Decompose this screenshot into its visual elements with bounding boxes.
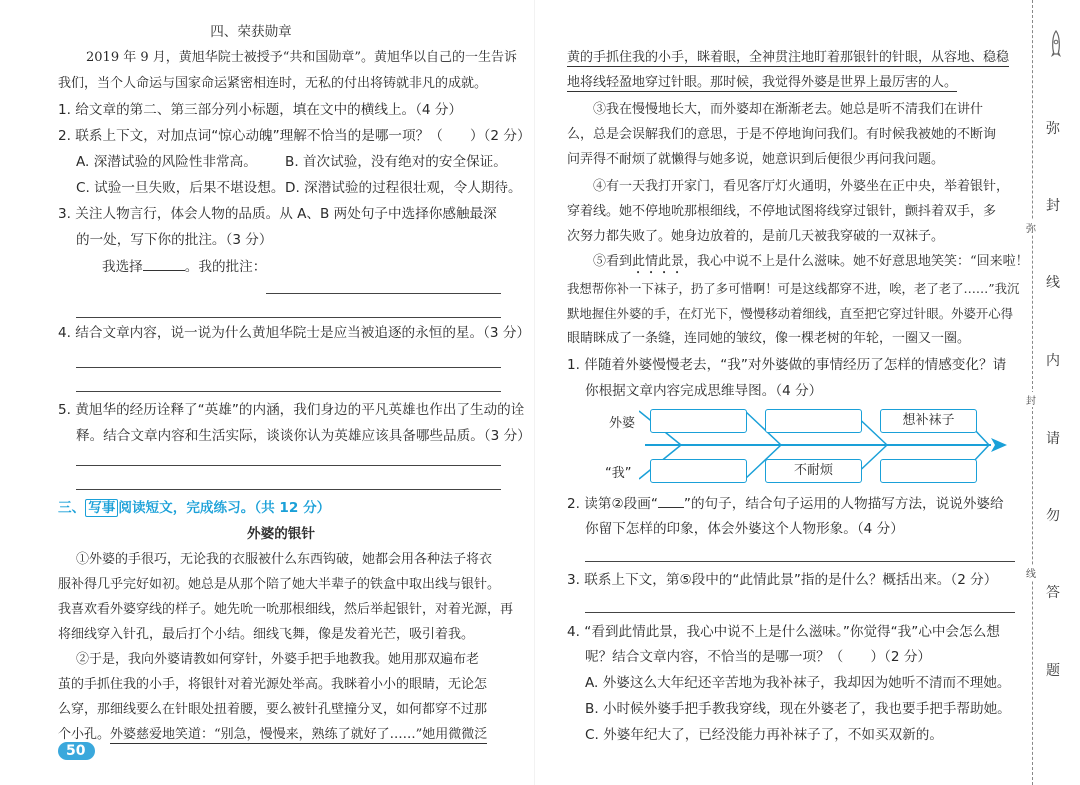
question-1: 1. 给文章的第二、第三部分列小标题，填在文中的横线上。（4 分） — [58, 102, 463, 118]
para-3-line-3: 问弄得不耐烦了就懒得与她多说，她意识到后便很少再问我问题。 — [567, 152, 945, 167]
fishbone-bottom-box-3[interactable] — [880, 459, 977, 483]
r-q2-underline-sample — [658, 507, 684, 508]
question-4: 4. 结合文章内容，说一说为什么黄旭华院士是应当被追逐的永恒的星。（3 分） — [58, 325, 531, 341]
q3-choice-blank[interactable] — [143, 270, 185, 271]
binding-char-6: 勿 — [1046, 508, 1060, 524]
right-line-1 — [567, 48, 1009, 68]
q5-answer-line-1[interactable] — [76, 465, 501, 466]
r-q3-answer-line[interactable] — [585, 612, 1015, 613]
part-3-tag: 写事 — [85, 499, 118, 517]
binding-small-3: 线 — [1026, 565, 1036, 580]
binding-char-2: 封 — [1046, 198, 1060, 214]
underlined-sentence-cont-2: 地将线轻盈地穿过针眼。那时候，我觉得外婆是世界上最厉害的人。 — [567, 75, 958, 90]
story-title: 外婆的银针 — [247, 526, 315, 542]
q3-comment-line-1[interactable] — [266, 293, 501, 294]
q3-comment-label: 。我的批注： — [184, 259, 267, 275]
para-2-line-4 — [58, 725, 487, 745]
binding-char-8: 题 — [1046, 663, 1060, 679]
para-4-line-1: ④有一天我打开家门，看见客厅灯火通明，外婆坐在正中央，举着银针， — [593, 179, 1010, 194]
r-question-1-line-2: 你根据文章内容完成思维导图。（4 分） — [585, 383, 823, 399]
r-question-3: 3. 联系上下文，第⑤段中的“此情此景”指的是什么？概括出来。（2 分） — [567, 572, 998, 588]
binding-char-7: 答 — [1046, 585, 1060, 601]
page-number: 50 — [58, 742, 95, 760]
r-q4-option-b: B. 小时候外婆手把手教我穿线，现在外婆老了，我也要手把手帮助她。 — [585, 701, 1011, 717]
r-question-1-line-1: 1. 伴随着外婆慢慢老去，“我”对外婆做的事情经历了怎样的情感变化？请 — [567, 357, 1007, 373]
section-title: 四、荣获勋章 — [210, 24, 292, 40]
r-q2-answer-line[interactable] — [585, 561, 1015, 562]
fishbone-top-box-1[interactable] — [650, 409, 747, 433]
fishbone-bottom-box-1[interactable] — [650, 459, 747, 483]
fishbone-label-grandma: 外婆 — [609, 416, 636, 431]
para-2-line-4-start: 个小孔。 — [58, 727, 111, 742]
question-3-line-2: 的一处，写下你的批注。（3 分） — [76, 232, 273, 248]
para-5-line-4: 眼睛眯成了一条缝，连同她的皱纹，像一棵老树的年轮，一圈又一圈。 — [567, 331, 971, 346]
para-1-line-4: 将细线穿入针孔，最后打个小结。细线飞舞，像是发着光芒，吸引着我。 — [58, 627, 475, 642]
q3-choose-label: 我选择 — [102, 259, 143, 275]
binding-small-1: 弥 — [1026, 220, 1036, 235]
q2-option-c: C. 试验一旦失败，后果不堪设想。 — [76, 180, 285, 196]
para-5-start: ⑤看到 — [593, 254, 633, 269]
q2-option-d: D. 深潜试验的过程很壮观，令人期待。 — [285, 180, 522, 196]
para-1-line-1: ①外婆的手很巧，无论我的衣服被什么东西钩破，她都会用各种法子将衣 — [76, 552, 493, 567]
rocket-icon — [1048, 30, 1064, 62]
fishbone-top-box-3[interactable]: 想补袜子 — [880, 409, 977, 433]
fishbone-top-box-2[interactable] — [765, 409, 862, 433]
binding-char-1: 弥 — [1046, 121, 1060, 137]
fishbone-bottom-box-2[interactable]: 不耐烦 — [765, 459, 862, 483]
q5-answer-line-2[interactable] — [76, 489, 501, 490]
question-2: 2. 联系上下文，对加点词“惊心动魄”理解不恰当的是哪一项？（ ）（2 分） — [58, 128, 531, 144]
q4-answer-line-2[interactable] — [76, 391, 501, 392]
para-2-line-1: ②于是，我向外婆请教如何穿针，外婆手把手地教我。她用那双遍布老 — [76, 652, 480, 667]
para-5-line-2: 我想帮你补一下袜子，扔了多可惜啊！可是这线都穿不进，唉，老了老了……”我沉 — [567, 281, 1020, 296]
q4-answer-line-1[interactable] — [76, 367, 501, 368]
para-4-line-2: 穿着线。她不停地吮那根细线，不停地试图将线穿过银针，颤抖着双手，多 — [567, 204, 997, 219]
r-question-4-line-1: 4. “看到此情此景，我心中说不上是什么滋味。”你觉得“我”心中会怎么想 — [567, 624, 1000, 640]
para-5-line-3: 默地握住外婆的手，在灯光下，慢慢移动着细线，直至把它穿过针眼。外婆开心得 — [567, 306, 1014, 321]
para-4-line-3: 次努力都失败了。她身边放着的，是前几天被我穿破的一双袜子。 — [567, 229, 945, 244]
q2-option-b: B. 首次试验，没有绝对的安全保证。 — [285, 154, 507, 170]
underlined-sentence: 外婆慈爱地笑道：“别急，慢慢来，熟练了就好了……”她用微微泛 — [110, 727, 488, 742]
binding-small-2: 封 — [1026, 392, 1036, 407]
dotted-phrase: 此情此景 — [632, 254, 685, 269]
para-3-line-2: 么，总是会误解我们的意思，于是不停地询问我们。有时候我被她的不断询 — [567, 127, 997, 142]
part-3-prefix: 三、 — [58, 500, 86, 516]
para-2-line-3: 么穿，那细线要么在针眼处扭着腰，要么被针孔壁撞分叉，如何都穿不过那 — [58, 702, 488, 717]
part-3-title: 阅读短文，完成练习。（共 12 分） — [118, 500, 331, 516]
q3-comment-line-2[interactable] — [76, 317, 501, 318]
para-5-line-1 — [593, 252, 1029, 277]
right-line-2 — [567, 73, 957, 93]
fishbone-label-me: “我” — [605, 466, 632, 481]
page-gutter — [534, 0, 535, 785]
binding-char-3: 线 — [1046, 275, 1060, 291]
r-q4-option-c: C. 外婆年纪大了，已经没能力再补袜子了，不如买双新的。 — [585, 727, 943, 743]
intro-line-2: 我们，当个人命运与国家命运紧密相连时，无私的付出将铸就非凡的成就。 — [58, 76, 488, 91]
para-5-rest: ，我心中说不上是什么滋味。她不好意思地笑笑：“回来啦！ — [684, 254, 1029, 269]
para-3-line-1: ③我在慢慢地长大，而外婆却在渐渐老去。她总是听不清我们在讲什 — [593, 102, 984, 117]
q3-answer-row — [102, 257, 266, 277]
para-2-line-2: 茧的手抓住我的小手，将银针对着光源处举高。我眯着小小的眼睛，无论怎 — [58, 677, 488, 692]
r-q2-rest: ”的句子，结合句子运用的人物描写方法，说说外婆给 — [683, 496, 1004, 512]
r-question-2-line-2: 你留下怎样的印象，体会外婆这个人物形象。（4 分） — [585, 521, 904, 537]
binding-char-5: 请 — [1046, 431, 1060, 447]
question-3-line-1: 3. 关注人物言行，体会人物的品质。从 A、B 两处句子中选择你感触最深 — [58, 206, 497, 222]
q2-option-a: A. 深潜试验的风险性非常高。 — [76, 154, 257, 170]
part-3-header — [58, 498, 330, 518]
binding-char-4: 内 — [1046, 353, 1060, 369]
r-question-2-line-1 — [567, 494, 1004, 514]
underlined-sentence-cont-1: 黄的手抓住我的小手，眯着眼，全神贯注地盯着那银针的针眼，从容地、稳稳 — [567, 50, 1010, 65]
r-q4-option-a: A. 外婆这么大年纪还辛苦地为我补袜子，我却因为她听不清而不理她。 — [585, 675, 1011, 691]
r-question-4-line-2: 呢？结合文章内容，不恰当的是哪一项？（ ）（2 分） — [585, 649, 932, 665]
para-1-line-2: 服补得几乎完好如初。她总是从那个陪了她大半辈子的铁盒中取出线与银针。 — [58, 577, 501, 592]
intro-line-1: 2019 年 9 月，黄旭华院士被授予“共和国勋章”。黄旭华以自己的一生告诉 — [86, 50, 518, 65]
fishbone-arrowhead — [991, 438, 1007, 452]
question-5-line-2: 释。结合文章内容和生活实际，谈谈你认为英雄应该具备哪些品质。（3 分） — [76, 428, 531, 444]
para-1-line-3: 我喜欢看外婆穿线的样子。她先吮一吮那根细线，然后举起银针，对着光源，再 — [58, 602, 514, 617]
question-5-line-1: 5. 黄旭华的经历诠释了“英雄”的内涵，我们身边的平凡英雄也作出了生动的诠 — [58, 402, 525, 418]
r-q2-start: 2. 读第②段画“ — [567, 496, 658, 512]
